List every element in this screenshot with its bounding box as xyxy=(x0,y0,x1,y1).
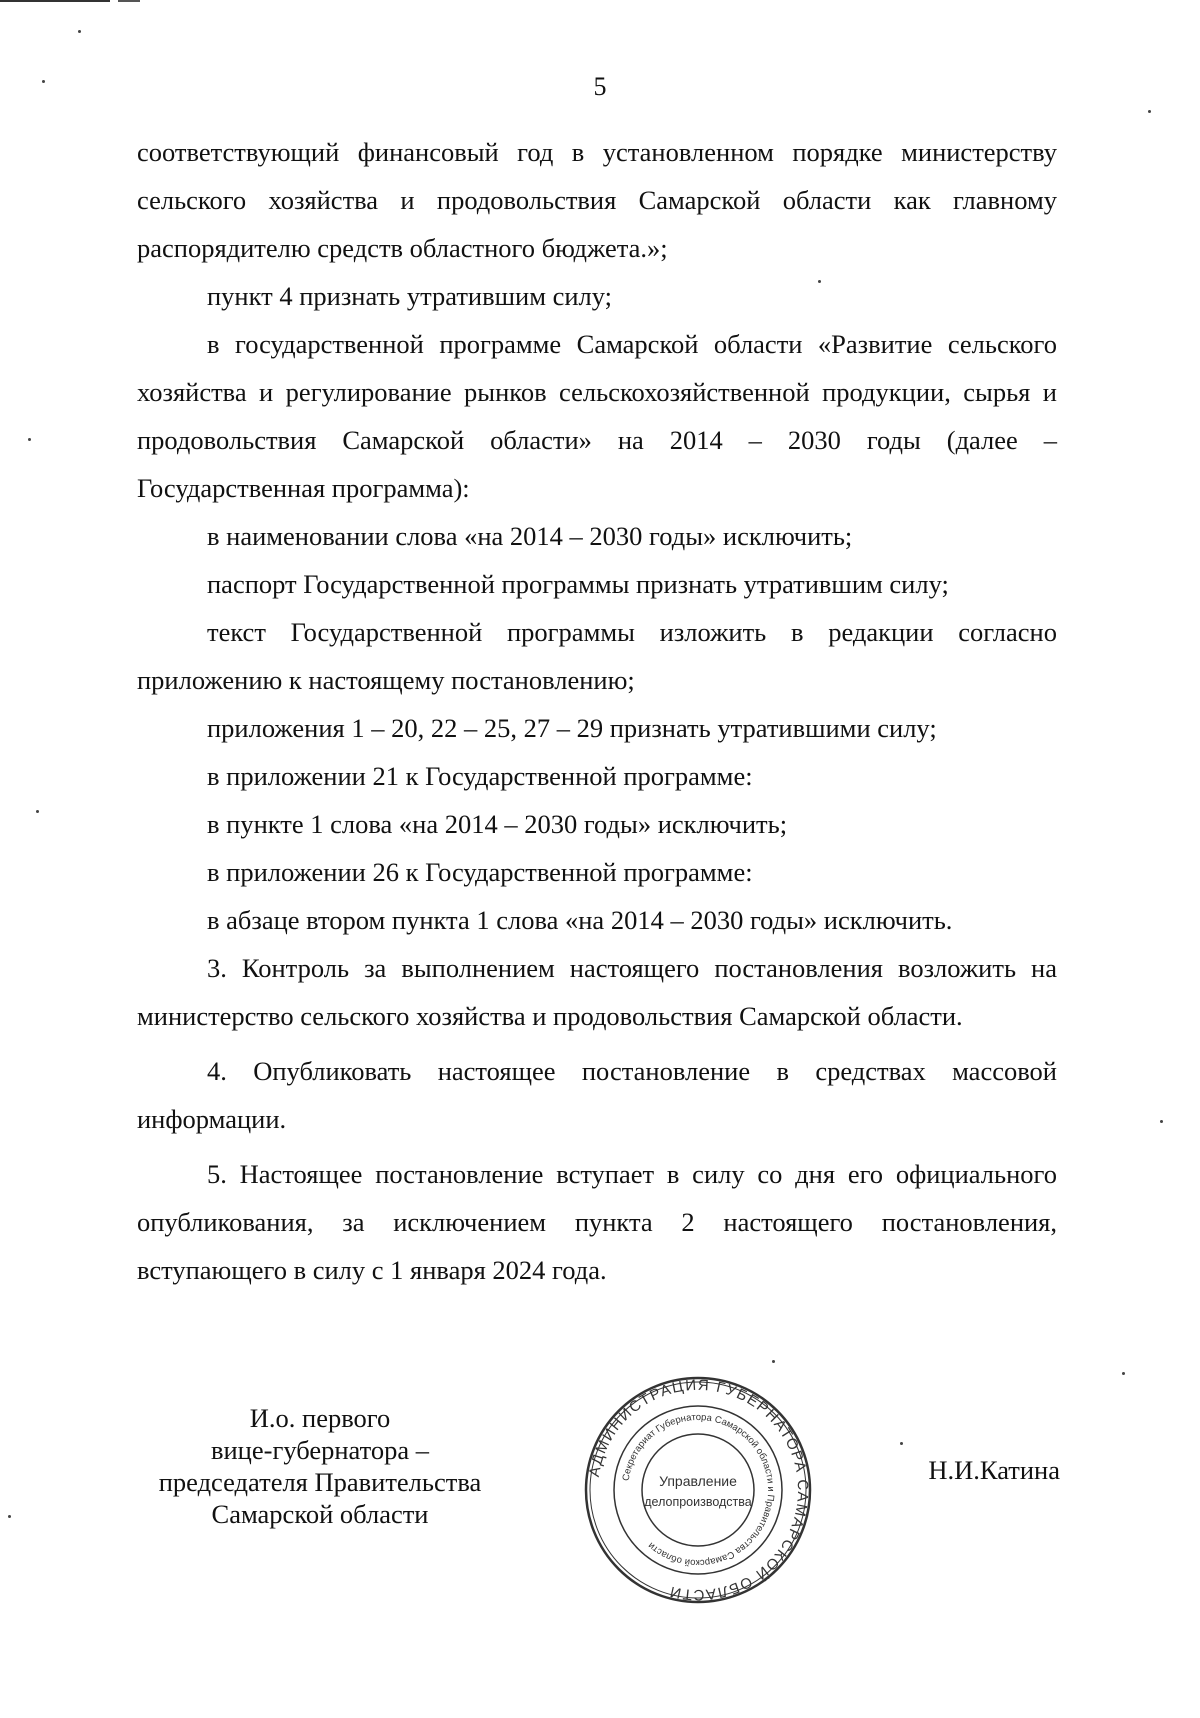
scan-speck xyxy=(772,1360,775,1363)
scan-speck xyxy=(1122,1372,1125,1375)
official-seal xyxy=(583,1375,813,1605)
scan-speck xyxy=(1148,110,1151,113)
document-body xyxy=(137,128,1057,1294)
signatory-title-line: И.о. первого xyxy=(249,1403,391,1433)
paragraph: в приложении 26 к Государственной программе: xyxy=(207,857,753,887)
paragraph: в абзаце втором пункта 1 слова «на 2014 – 2030 годы» исключить. xyxy=(207,905,953,935)
paragraph: соответствующий финансовый год в установленном порядке министерству сельского хозяйства и продовольствия Самарской области как главному распорядителю средств областного бюджета.»; xyxy=(137,137,1057,263)
paragraph: 3. Контроль за выполнением настоящего постановления возложить на министерство сельского хозяйства и продовольствия Самарской области. xyxy=(137,953,1057,1031)
page-number: 5 xyxy=(593,72,607,101)
paragraph: в государственной программе Самарской области «Развитие сельского хозяйства и регулирование рынков сельскохозяйственной продукции, сырья и продовольствия Самарской области» на 2014 – 2030 годы (далее – Государственная программа): xyxy=(137,329,1057,503)
paragraph: 5. Настоящее постановление вступает в силу со дня его официального опубликования, за исключением пункта 2 настоящего постановления, вступающего в силу с 1 января 2024 года. xyxy=(137,1159,1057,1285)
paragraph: приложения 1 – 20, 22 – 25, 27 – 29 признать утратившими силу; xyxy=(207,713,937,743)
signatory-title-line: председателя Правительства xyxy=(158,1467,482,1497)
seal-inner-text: Секретариат Губернатора Самарской области и Правительства Самарской области xyxy=(620,1411,777,1569)
signatory-title-line: вице-губернатора – xyxy=(210,1435,429,1465)
signatory-name: Н.И.Катина xyxy=(928,1455,1060,1485)
scan-speck xyxy=(36,810,39,813)
scan-speck xyxy=(900,1442,903,1445)
paragraph: 4. Опубликовать настоящее постановление в средствах массовой информации. xyxy=(137,1056,1057,1134)
paragraph: в наименовании слова «на 2014 – 2030 годы» исключить; xyxy=(207,521,853,551)
scan-artifact-line xyxy=(118,0,140,2)
seal-outer-text: АДМИНИСТРАЦИЯ ГУБЕРНАТОРА САМАРСКОЙ ОБЛАСТИ xyxy=(585,1376,812,1604)
paragraph: в пункте 1 слова «на 2014 – 2030 годы» исключить; xyxy=(207,809,788,839)
signatory-title-line: Самарской области xyxy=(211,1499,429,1529)
seal-center-line: делопроизводства xyxy=(644,1495,752,1509)
scan-speck xyxy=(8,1515,11,1518)
scan-speck xyxy=(1160,1120,1163,1123)
scan-speck xyxy=(28,438,31,441)
svg-text:Секретариат Губернатора Самарс xyxy=(621,1412,776,1568)
paragraph: в приложении 21 к Государственной программе: xyxy=(207,761,753,791)
paragraph: паспорт Государственной программы признать утратившим силу; xyxy=(207,569,949,599)
paragraph: пункт 4 признать утратившим силу; xyxy=(207,281,613,311)
paragraph: текст Государственной программы изложить в редакции согласно приложению к настоящему постановлению; xyxy=(137,617,1057,695)
seal-center-line: Управление xyxy=(659,1473,737,1489)
scan-speck xyxy=(78,30,81,33)
scan-artifact-line xyxy=(0,0,110,2)
signatory-title xyxy=(130,1402,510,1530)
